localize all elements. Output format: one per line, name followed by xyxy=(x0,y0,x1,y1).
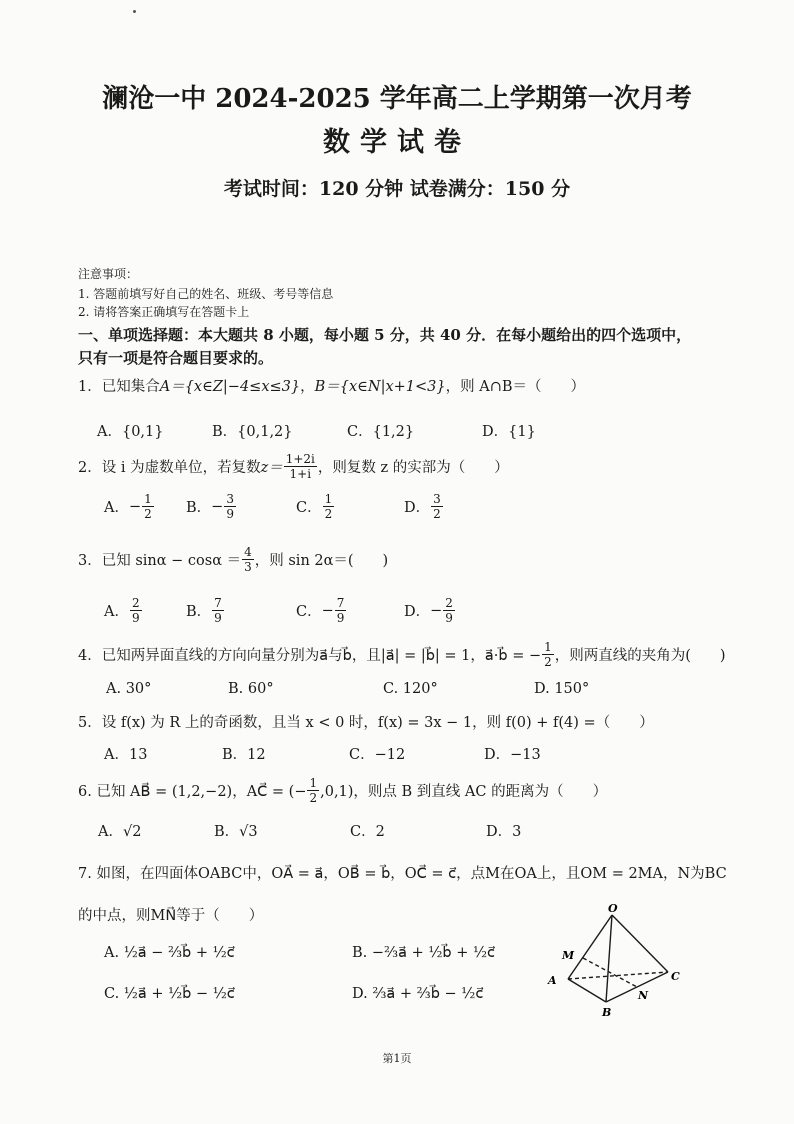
q4-option-a: A. 30° xyxy=(106,681,152,697)
q7-option-d: D. ⅔a⃗ + ⅔b⃗ − ½c⃗ xyxy=(352,986,484,1002)
q1-text: 1．已知集合 xyxy=(78,379,160,395)
label-c: C xyxy=(671,970,680,983)
opt-fraction xyxy=(335,596,347,625)
question-7-line1: 7. 如图，在四面体OABC中，OA⃗ = a⃗，OB⃗ = b⃗，OC⃗ = c⃗，点M在OA上，且OM = 2MA，N为BC xyxy=(78,866,727,882)
q7-option-b: B. −⅔a⃗ + ½b⃗ + ½c⃗ xyxy=(352,945,495,961)
q6-text-b: ,0,1)，则点 B 到直线 AC 的距离为（ ） xyxy=(320,784,608,800)
q3-num: 4 xyxy=(244,545,252,559)
note-item: 2. 请将答案正确填写在答题卡上 xyxy=(78,305,250,319)
q3-option-c xyxy=(296,596,347,625)
edge-ac xyxy=(568,972,668,979)
opt-num: 1 xyxy=(144,492,152,506)
opt-label: D． xyxy=(404,604,431,620)
exam-title: 澜沧一中 2024-2025 学年高二上学期第一次月考 xyxy=(102,84,692,114)
label-a: A xyxy=(548,974,557,987)
q4-option-c: C. 120° xyxy=(383,681,438,697)
opt-den: 9 xyxy=(226,507,234,521)
opt-label: A． xyxy=(104,604,129,620)
q2-num: 1+2i xyxy=(285,452,315,466)
q2-z: z＝ xyxy=(260,460,283,476)
q2-option-b xyxy=(186,492,237,521)
q1-set-a: A＝{x∈Z|−4≤x≤3} xyxy=(159,379,301,395)
opt-num: 3 xyxy=(226,492,234,506)
q3-text-b: ，则 sin 2α＝( ) xyxy=(254,553,389,569)
opt-den: 2 xyxy=(433,507,441,521)
opt-fraction xyxy=(431,492,443,521)
question-6-stem xyxy=(78,776,607,805)
opt-den: 9 xyxy=(131,611,140,625)
opt-num: 2 xyxy=(445,596,453,610)
opt-num: 2 xyxy=(131,596,140,610)
q2-option-c xyxy=(296,492,335,521)
q3-den: 3 xyxy=(244,560,252,574)
q2-text: 2．设 i 为虚数单位，若复数 xyxy=(78,460,261,476)
q4-text-b: ，则两直线的夹角为( ) xyxy=(554,648,726,664)
opt-den: 2 xyxy=(144,507,152,521)
edge-oc xyxy=(612,915,668,972)
opt-label: A． xyxy=(104,500,129,516)
label-b: B xyxy=(602,1006,612,1019)
edge-ab xyxy=(568,979,606,1002)
q3-option-a xyxy=(104,596,143,625)
q4-fraction xyxy=(542,640,554,669)
opt-sign: − xyxy=(211,498,224,515)
q5-option-b: B．12 xyxy=(222,747,266,763)
q3-text: 3．已知 sinα − cosα ＝ xyxy=(78,553,242,569)
question-4-stem xyxy=(78,640,726,669)
q6-num: 1 xyxy=(309,776,318,790)
q5-option-a: A．13 xyxy=(104,747,148,763)
q6-den: 2 xyxy=(309,791,318,805)
notes-heading: 注意事项： xyxy=(78,267,139,281)
q6-option-c: C．2 xyxy=(350,824,385,840)
opt-fraction xyxy=(142,492,154,521)
label-n: N xyxy=(638,989,649,1002)
opt-fraction xyxy=(224,492,236,521)
label-m: M xyxy=(562,949,575,962)
question-1-stem xyxy=(78,375,585,396)
page-number: 第1页 xyxy=(382,1052,412,1065)
q1-sep: ， xyxy=(300,379,315,395)
opt-num: 7 xyxy=(214,596,222,610)
q6-option-d: D．3 xyxy=(486,824,522,840)
q1-text-b: ，则 A∩B＝（ ） xyxy=(445,379,586,395)
question-2-stem xyxy=(78,452,509,481)
opt-fraction xyxy=(130,596,142,625)
q4-num: 1 xyxy=(544,640,552,654)
opt-den: 9 xyxy=(214,611,222,625)
q2-option-a xyxy=(104,492,155,521)
q5-option-d: D．−13 xyxy=(484,747,541,763)
opt-den: 9 xyxy=(336,611,345,625)
note-item: 1. 答题前填写好自己的姓名、班级、考号等信息 xyxy=(78,287,334,301)
opt-num: 1 xyxy=(324,492,333,506)
scan-speck xyxy=(133,10,136,13)
opt-label: B． xyxy=(186,500,212,516)
question-7-line2: 的中点，则MN⃗等于（ ） xyxy=(78,908,264,924)
q4-text: 4．已知两异面直线的方向向量分别为a⃗与b⃗，且|a⃗| = |b⃗| = 1，a⃗·b⃗ = − xyxy=(78,648,542,664)
q2-den: 1+i xyxy=(289,467,312,481)
opt-num: 3 xyxy=(433,492,441,506)
opt-fraction xyxy=(323,492,335,521)
q6-option-b: B．√3 xyxy=(214,824,258,840)
edge-bc xyxy=(606,972,668,1002)
q1-option-c: C．{1,2} xyxy=(347,424,415,440)
opt-label: D． xyxy=(404,500,431,516)
opt-fraction xyxy=(443,596,455,625)
question-5-stem: 5．设 f(x) 为 R 上的奇函数，且当 x < 0 时，f(x) = 3x − 1，则 f(0) + f(4) =（ ） xyxy=(78,715,654,731)
q7-option-a: A. ½a⃗ − ⅔b⃗ + ½c⃗ xyxy=(104,945,235,961)
q3-option-d xyxy=(404,596,456,625)
edge-oa xyxy=(568,915,612,979)
opt-den: 9 xyxy=(445,611,453,625)
q6-option-a: A．√2 xyxy=(98,824,142,840)
section-line: 一、单项选择题：本大题共 8 小题，每小题 5 分，共 40 分．在每小题给出的四个选项中， xyxy=(78,326,692,344)
q3-fraction xyxy=(242,545,254,574)
q4-option-b: B. 60° xyxy=(228,681,274,697)
q1-option-b: B．{0,1,2} xyxy=(212,424,293,440)
q6-text: 6. 已知 AB⃗ = (1,2,−2)，AC⃗ = (− xyxy=(78,784,307,800)
q2-fraction xyxy=(284,452,317,481)
q7-option-c: C. ½a⃗ + ½b⃗ − ½c⃗ xyxy=(104,986,235,1002)
q2-option-d xyxy=(404,492,444,521)
q1-set-b: B＝{x∈N|x+1<3} xyxy=(314,379,446,395)
opt-sign: − xyxy=(430,602,443,619)
opt-sign: − xyxy=(128,498,142,515)
q4-option-d: D. 150° xyxy=(534,681,590,697)
opt-sign: − xyxy=(321,602,334,619)
question-3-stem xyxy=(78,545,388,574)
q4-den: 2 xyxy=(544,655,552,669)
q3-option-b xyxy=(186,596,225,625)
subject-title: 数学试卷 xyxy=(323,127,471,158)
section-line: 只有一项是符合题目要求的。 xyxy=(78,349,274,367)
q1-option-d: D．{1} xyxy=(482,424,536,440)
opt-den: 2 xyxy=(324,507,333,521)
segment-mn xyxy=(583,958,637,987)
tetrahedron-figure xyxy=(540,900,690,1022)
section-heading xyxy=(78,324,728,370)
q6-fraction xyxy=(307,776,319,805)
q2-text-b: ，则复数 z 的实部为（ ） xyxy=(317,460,509,476)
opt-fraction xyxy=(212,596,224,625)
opt-label: C． xyxy=(296,500,322,516)
edge-ob xyxy=(606,915,612,1002)
opt-label: B． xyxy=(186,604,212,620)
q5-option-c: C．−12 xyxy=(349,747,406,763)
opt-label: C． xyxy=(296,604,322,620)
opt-num: 7 xyxy=(336,596,345,610)
label-o: O xyxy=(608,902,618,915)
q1-option-a: A．{0,1} xyxy=(97,424,164,440)
exam-info: 考试时间：120 分钟 试卷满分：150 分 xyxy=(223,178,571,200)
